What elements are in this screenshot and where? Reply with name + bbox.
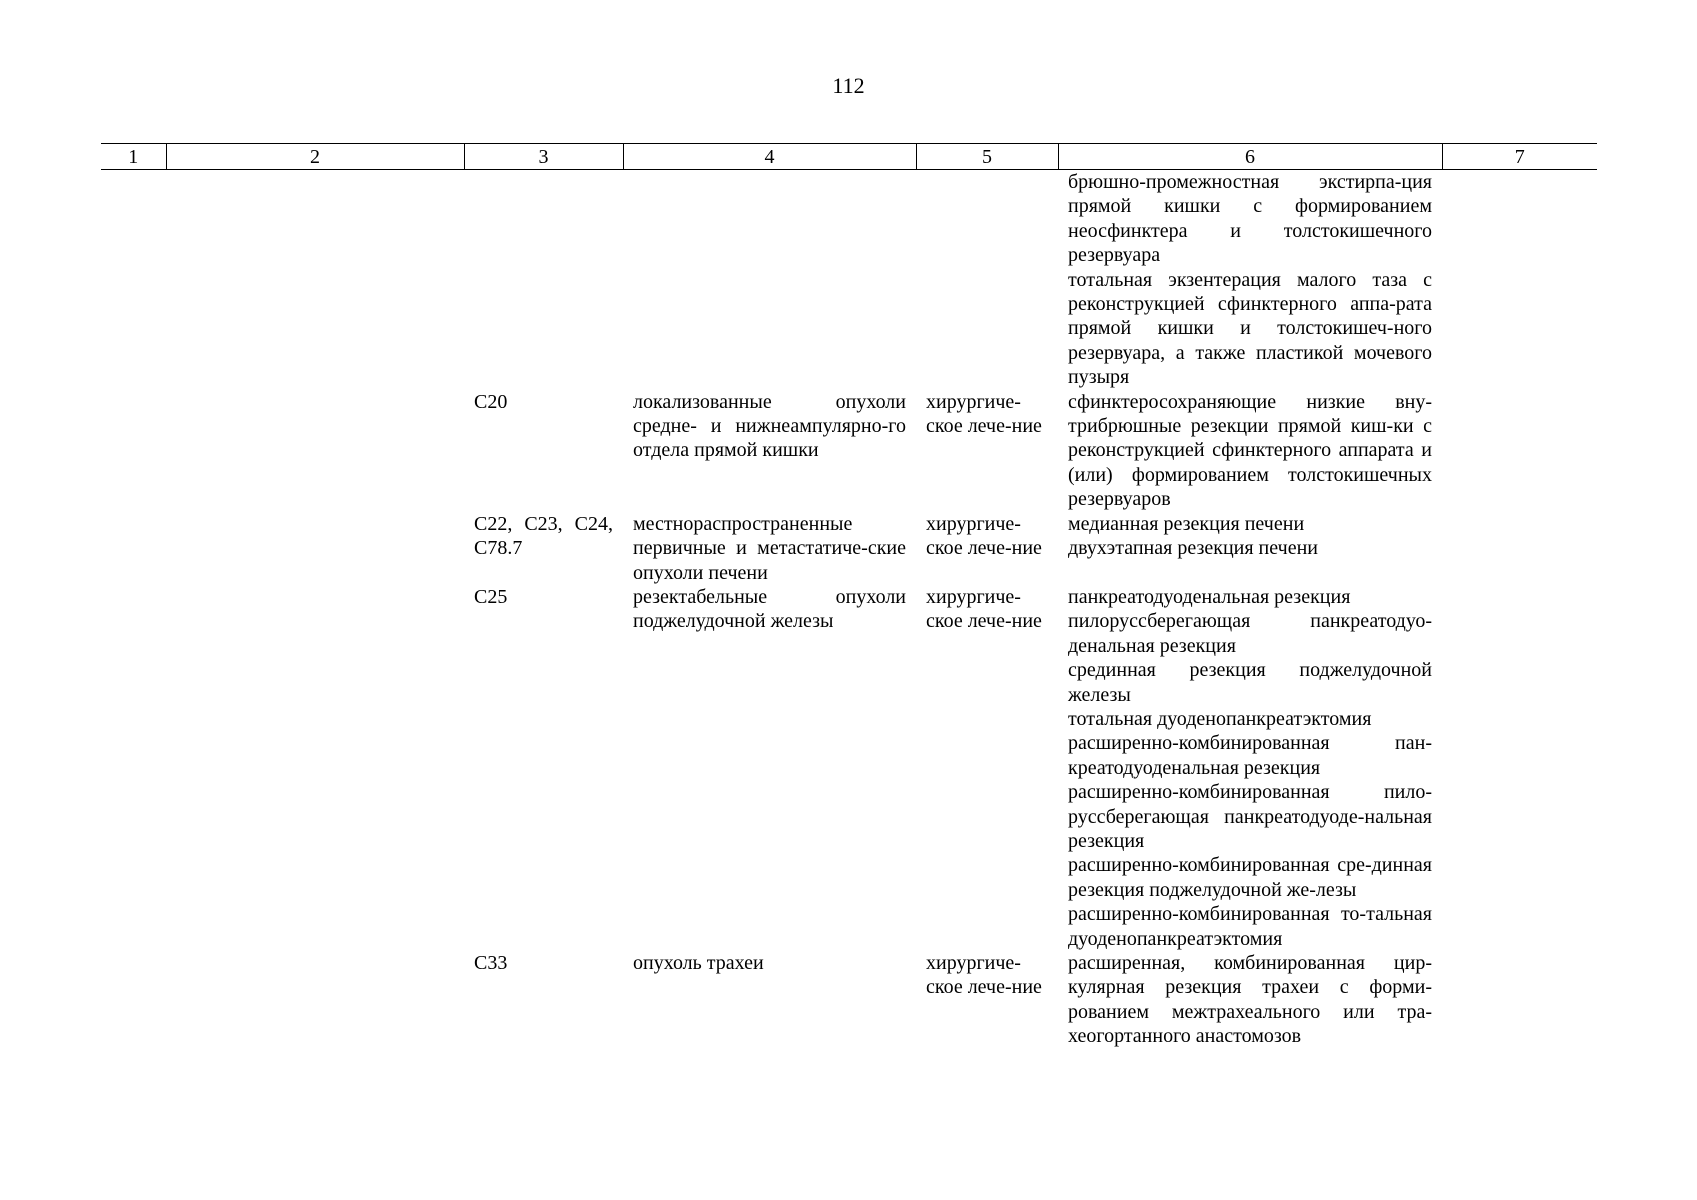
method-item: пилоруссберегающая панкреатодуо-денальная резекция (1068, 610, 1432, 657)
methods-cell (1058, 585, 1442, 951)
methods-cell (1058, 390, 1442, 512)
methods-cell (1058, 512, 1442, 585)
diagnosis-cell: местнораспространенные первичные и метастатиче-ские опухоли печени (633, 512, 906, 584)
icd-codes-cell: C22, C23, C24, C78.7 (474, 512, 613, 560)
column-number: 7 (1442, 144, 1597, 170)
treatment-type-cell: хирургиче-ское лече-ние (926, 390, 1042, 438)
method-item: сфинктеросохраняющие низкие вну-трибрюшные резекции прямой киш-ки с реконструкцией сфинктерного аппарата и (или) формированием толстокишечных резервуаров (1068, 390, 1432, 511)
cell-col-1 (101, 390, 166, 512)
column-number: 2 (166, 144, 464, 170)
method-item: расширенно-комбинированная сре-динная резекция поджелудочной же-лезы (1068, 854, 1432, 901)
method-item: расширенная, комбинированная цир-кулярная резекция трахеи с форми-рованием межтрахеального или тра-хеогортанного анастомозов (1068, 952, 1432, 1048)
column-number: 3 (464, 144, 623, 170)
cell-col-1 (101, 585, 166, 951)
treatment-type-cell (916, 170, 1058, 390)
methods-cell (1058, 951, 1442, 1049)
column-number: 4 (623, 144, 916, 170)
cell-col-7 (1442, 585, 1597, 951)
treatment-type-cell: хирургиче-ское лече-ние (926, 585, 1042, 633)
method-item: срединная резекция поджелудочной железы (1068, 659, 1432, 706)
column-number-row (101, 144, 1597, 170)
cell-col-1 (101, 951, 166, 1049)
table-body (101, 170, 1597, 1049)
cell-col-2 (166, 170, 464, 390)
method-item: двухэтапная резекция печени (1068, 537, 1318, 560)
cell-col-2 (166, 585, 464, 951)
cell-col-1 (101, 512, 166, 585)
method-item: панкреатодуоденальная резекция (1068, 585, 1351, 608)
diagnosis-cell: резектабельные опухоли поджелудочной железы (633, 585, 906, 633)
table-row (101, 512, 1597, 585)
cell-col-7 (1442, 512, 1597, 585)
column-number: 6 (1058, 144, 1442, 170)
cell-col-7 (1442, 390, 1597, 512)
icd-codes-cell: C33 (474, 952, 508, 974)
treatment-type-cell: хирургиче-ское лече-ние (926, 952, 1042, 999)
icd-codes-cell: C25 (474, 585, 508, 608)
procedures-table (101, 143, 1597, 1049)
method-item: медианная резекция печени (1068, 512, 1305, 535)
method-item: тотальная экзентерация малого таза с реконструкцией сфинктерного аппа-рата прямой кишки и толстокишеч-ного резервуара, а также пластикой мочевого пузыря (1068, 268, 1432, 389)
icd-codes-cell (464, 170, 623, 390)
cell-col-2 (166, 951, 464, 1049)
diagnosis-cell (623, 170, 916, 390)
table-row (101, 951, 1597, 1049)
cell-col-7 (1442, 170, 1597, 390)
cell-col-1 (101, 170, 166, 390)
method-item: тотальная дуоденопанкреатэктомия (1068, 707, 1372, 730)
treatment-type-cell: хирургиче-ское лече-ние (926, 512, 1042, 560)
column-number: 5 (916, 144, 1058, 170)
cell-col-7 (1442, 951, 1597, 1049)
icd-codes-cell: C20 (474, 390, 508, 413)
method-item: брюшно-промежностная экстирпа-ция прямой кишки с формированием неосфинктера и толстокишечного резервуара (1068, 171, 1432, 267)
methods-cell (1058, 170, 1442, 390)
table-row (101, 170, 1597, 390)
method-item: расширенно-комбинированная пило-руссберегающая панкреатодуоде-нальная резекция (1068, 781, 1432, 852)
method-item: расширенно-комбинированная то-тальная дуоденопанкреатэктомия (1068, 903, 1432, 950)
table-row (101, 585, 1597, 951)
diagnosis-cell: локализованные опухоли средне- и нижнеампулярно-го отдела прямой кишки (633, 390, 906, 462)
diagnosis-cell: опухоль трахеи (633, 952, 764, 974)
column-number: 1 (101, 144, 166, 170)
page-number: 112 (832, 73, 865, 98)
cell-col-2 (166, 390, 464, 512)
cell-col-2 (166, 512, 464, 585)
table-row (101, 390, 1597, 512)
method-item: расширенно-комбинированная пан-креатодуоденальная резекция (1068, 732, 1432, 779)
